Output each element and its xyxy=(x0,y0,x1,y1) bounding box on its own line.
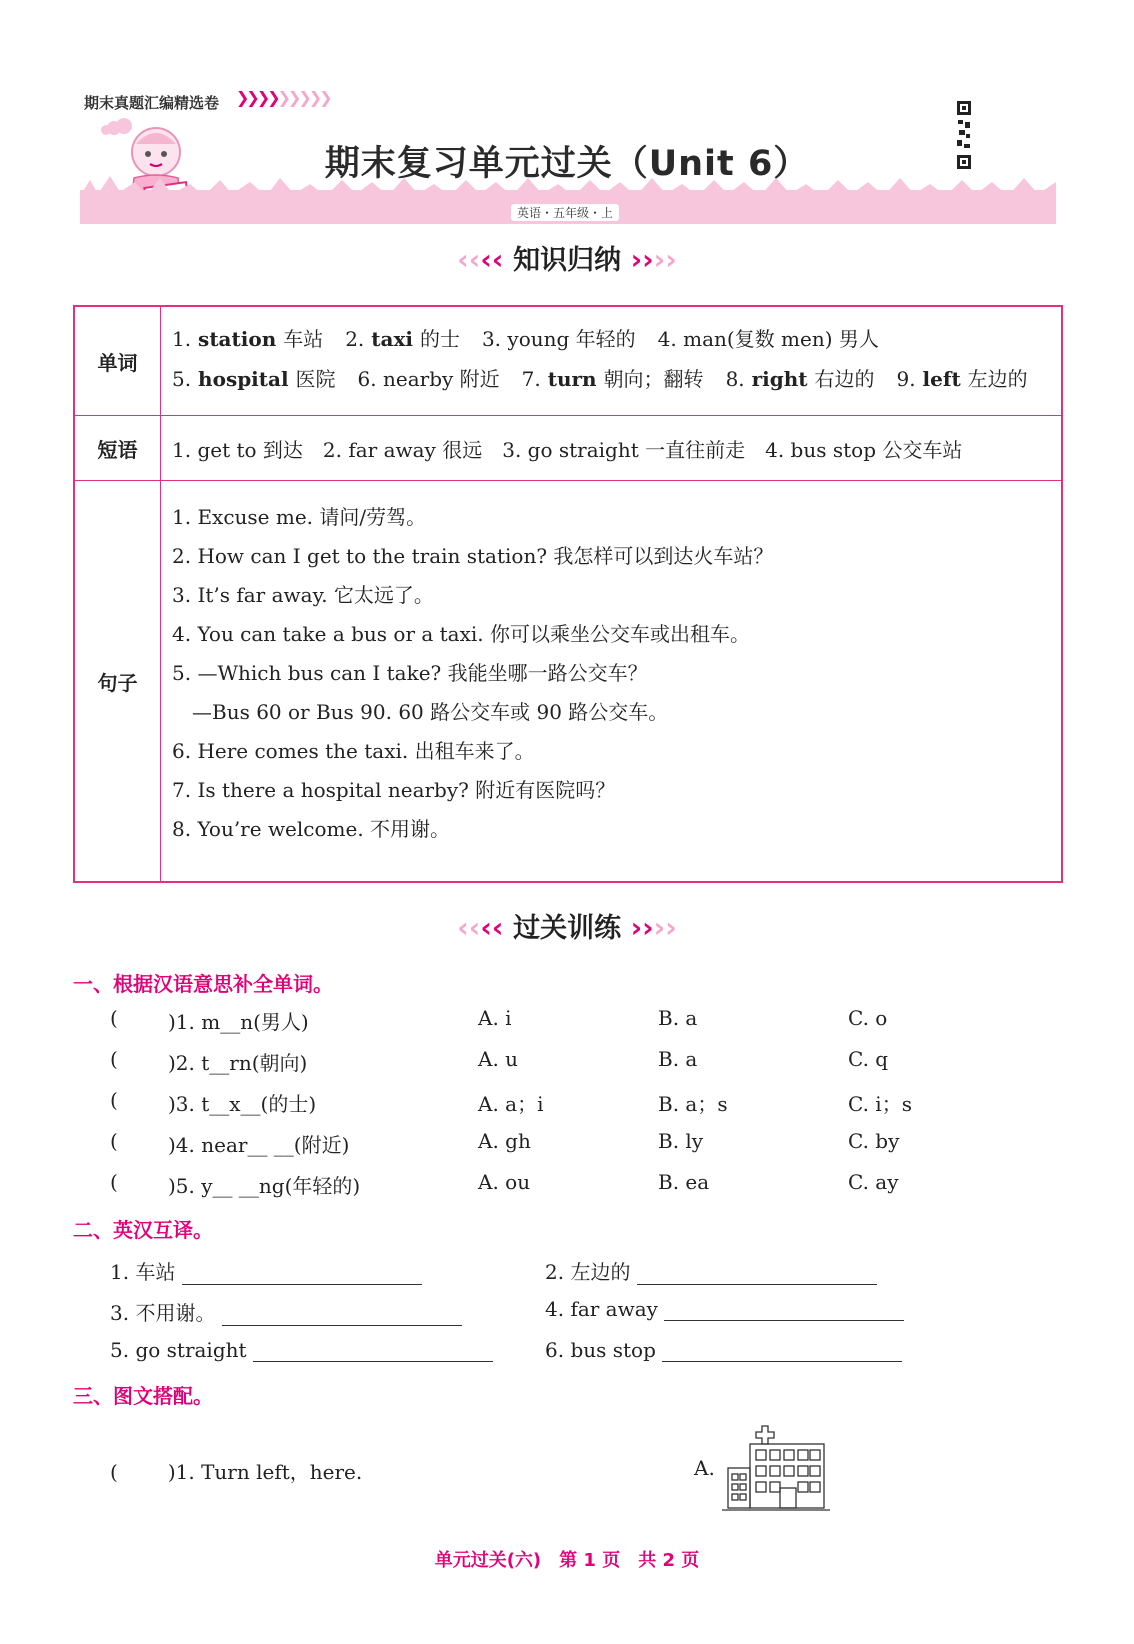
option-c[interactable]: C. i；s xyxy=(848,1092,912,1116)
chevron-left-icon: ‹‹ xyxy=(457,243,481,276)
word-number: 4. xyxy=(657,327,677,351)
option-b[interactable]: B. ly xyxy=(658,1129,704,1153)
chevron-left-icon: ‹‹ xyxy=(480,911,514,944)
word-number: 6. xyxy=(357,367,377,391)
word-entry xyxy=(482,327,636,351)
translate-item-2 xyxy=(545,1256,877,1285)
word-english: left xyxy=(915,367,968,391)
word-number: 3. xyxy=(481,327,502,351)
word-english: turn xyxy=(540,367,604,391)
chevron-left-icon: ‹‹ xyxy=(457,911,481,944)
word-english: young xyxy=(501,327,576,351)
chevron-right-icon: ›› xyxy=(630,911,654,944)
word-english: right xyxy=(744,367,815,391)
sentence-item: 8. You’re welcome. 不用谢。 xyxy=(172,817,451,841)
option-c[interactable]: C. q xyxy=(848,1047,889,1071)
option-a[interactable]: A. a；i xyxy=(478,1092,544,1116)
answer-blank[interactable] xyxy=(253,1343,493,1362)
translate-item-3 xyxy=(110,1297,462,1326)
answer-paren[interactable]: ( ) xyxy=(110,1460,176,1484)
page-title: 期末复习单元过关（Unit 6） xyxy=(324,144,810,184)
sentence-item: 7. Is there a hospital nearby? 附近有医院吗？ xyxy=(172,778,616,802)
word-chinese: 的士 xyxy=(419,327,460,351)
question-text: )2. t__rn(朝向) xyxy=(168,1051,308,1075)
qr-code-icon[interactable] xyxy=(956,100,972,170)
translate-prompt: 5. go straight xyxy=(110,1338,247,1362)
part2-title: 二、英汉互译。 xyxy=(73,1218,213,1242)
option-b[interactable]: B. a xyxy=(658,1047,698,1071)
word-english: hospital xyxy=(191,367,296,391)
word-chinese: 左边的 xyxy=(967,367,1028,391)
answer-paren-open[interactable]: ( xyxy=(110,1088,118,1112)
word-entry xyxy=(172,367,336,391)
word-chinese: 男人 xyxy=(838,327,879,351)
option-a[interactable]: A. i xyxy=(478,1006,512,1030)
translate-item-1 xyxy=(110,1256,422,1285)
answer-paren-open[interactable]: ( xyxy=(110,1006,118,1030)
phrases-text: 1. get to 到达 2. far away 很远 3. go straight 一直往前走 4. bus stop 公交车站 xyxy=(172,438,963,462)
word-number: 1. xyxy=(172,327,192,351)
translate-prompt: 2. 左边的 xyxy=(545,1260,631,1284)
word-chinese: 朝向；翻转 xyxy=(603,367,704,391)
sentences-row xyxy=(75,480,1061,882)
chevron-right-icon: ›› xyxy=(630,243,654,276)
translate-prompt: 4. far away xyxy=(545,1297,658,1321)
knowledge-heading xyxy=(0,238,1134,277)
word-entry xyxy=(345,327,460,351)
word-number: 2. xyxy=(345,327,365,351)
training-heading-text: 过关训练 xyxy=(513,913,622,944)
decor-arrows: ❯❯❯❯❯❯❯❯❯ xyxy=(236,88,330,107)
option-b[interactable]: B. ea xyxy=(658,1170,710,1194)
words-label: 单词 xyxy=(75,307,161,415)
option-c[interactable]: C. o xyxy=(848,1006,888,1030)
option-b[interactable]: B. a；s xyxy=(658,1092,728,1116)
knowledge-heading-text: 知识归纳 xyxy=(513,245,622,276)
translate-item-5 xyxy=(110,1338,493,1362)
chevron-left-icon: ‹‹ xyxy=(480,243,514,276)
chevron-right-icon: ›› xyxy=(653,243,677,276)
sentence-item: 6. Here comes the taxi. 出租车来了。 xyxy=(172,739,535,763)
option-a[interactable]: A. u xyxy=(478,1047,519,1071)
option-b[interactable]: B. a xyxy=(658,1006,698,1030)
option-a[interactable]: A. ou xyxy=(478,1170,531,1194)
question-text: )5. y__ __ng(年轻的) xyxy=(168,1174,361,1198)
word-chinese: 车站 xyxy=(283,327,324,351)
sentence-item: 2. How can I get to the train station? 我怎样可以到达火车站？ xyxy=(172,544,774,568)
question-text: )4. near__ __(附近) xyxy=(168,1133,350,1157)
word-entry xyxy=(172,327,323,351)
option-c[interactable]: C. by xyxy=(848,1129,900,1153)
training-heading xyxy=(0,906,1134,945)
translate-prompt: 1. 车站 xyxy=(110,1260,176,1284)
grade-subtitle: 英语・五年级・上 xyxy=(511,204,619,221)
word-english: taxi xyxy=(364,327,420,351)
words-row xyxy=(75,307,1061,415)
translate-prompt: 3. 不用谢。 xyxy=(110,1301,216,1325)
answer-blank[interactable] xyxy=(182,1266,422,1285)
translate-item-6 xyxy=(545,1338,902,1362)
word-number: 5. xyxy=(172,367,192,391)
answer-paren-open[interactable]: ( xyxy=(110,1047,118,1071)
word-number: 9. xyxy=(896,367,916,391)
sentences-label: 句子 xyxy=(75,481,161,882)
hospital-icon[interactable] xyxy=(722,1424,830,1514)
sentence-item: 4. You can take a bus or a taxi. 你可以乘坐公交车或出租车。 xyxy=(172,622,750,646)
word-chinese: 医院 xyxy=(295,367,336,391)
word-chinese: 年轻的 xyxy=(575,327,636,351)
word-english: nearby xyxy=(376,367,460,391)
word-entry xyxy=(358,367,500,391)
word-entry xyxy=(726,367,875,391)
option-a[interactable]: A. gh xyxy=(478,1129,531,1153)
match-question xyxy=(110,1456,362,1485)
word-chinese: 右边的 xyxy=(814,367,875,391)
part1-title: 一、根据汉语意思补全单词。 xyxy=(73,972,333,996)
answer-blank[interactable] xyxy=(222,1307,462,1326)
answer-blank[interactable] xyxy=(664,1302,904,1321)
translate-prompt: 6. bus stop xyxy=(545,1338,656,1362)
question-text: )3. t__x__(的士) xyxy=(168,1092,317,1116)
word-english: station xyxy=(191,327,284,351)
sentence-item: 5. —Which bus can I take? 我能坐哪一路公交车？ xyxy=(172,661,648,685)
word-number: 8. xyxy=(725,367,745,391)
knowledge-table xyxy=(73,305,1063,883)
answer-paren-open[interactable]: ( xyxy=(110,1129,118,1153)
page-footer: 单元过关(六) 第 1 页 共 2 页 xyxy=(434,1550,700,1571)
answer-blank[interactable] xyxy=(662,1343,902,1362)
word-entry xyxy=(658,327,879,351)
translate-item-4 xyxy=(545,1297,904,1321)
match-question-text: 1. Turn left，here. xyxy=(175,1460,363,1484)
option-c[interactable]: C. ay xyxy=(848,1170,899,1194)
phrases-row xyxy=(75,415,1061,481)
sentence-item: 3. It’s far away. 它太远了。 xyxy=(172,583,434,607)
word-number: 7. xyxy=(521,367,541,391)
question-text: )1. m__n(男人) xyxy=(168,1010,309,1034)
word-entry xyxy=(896,367,1027,391)
word-chinese: 附近 xyxy=(459,367,500,391)
part3-title: 三、图文搭配。 xyxy=(73,1384,213,1408)
answer-blank[interactable] xyxy=(637,1266,877,1285)
sentence-item: 1. Excuse me. 请问/劳驾。 xyxy=(172,505,427,529)
words-line-1 xyxy=(172,323,879,352)
phrases-label: 短语 xyxy=(75,416,161,481)
word-entry xyxy=(522,367,704,391)
sentence-item: —Bus 60 or Bus 90. 60 路公交车或 90 路公交车。 xyxy=(192,700,669,724)
match-option-a-label: A. xyxy=(694,1456,715,1480)
chevron-right-icon: ›› xyxy=(653,911,677,944)
words-line-2 xyxy=(172,363,1028,392)
series-label: 期末真题汇编精选卷 xyxy=(84,94,220,112)
word-english: man(复数 men) xyxy=(676,327,839,351)
answer-paren-open[interactable]: ( xyxy=(110,1170,118,1194)
